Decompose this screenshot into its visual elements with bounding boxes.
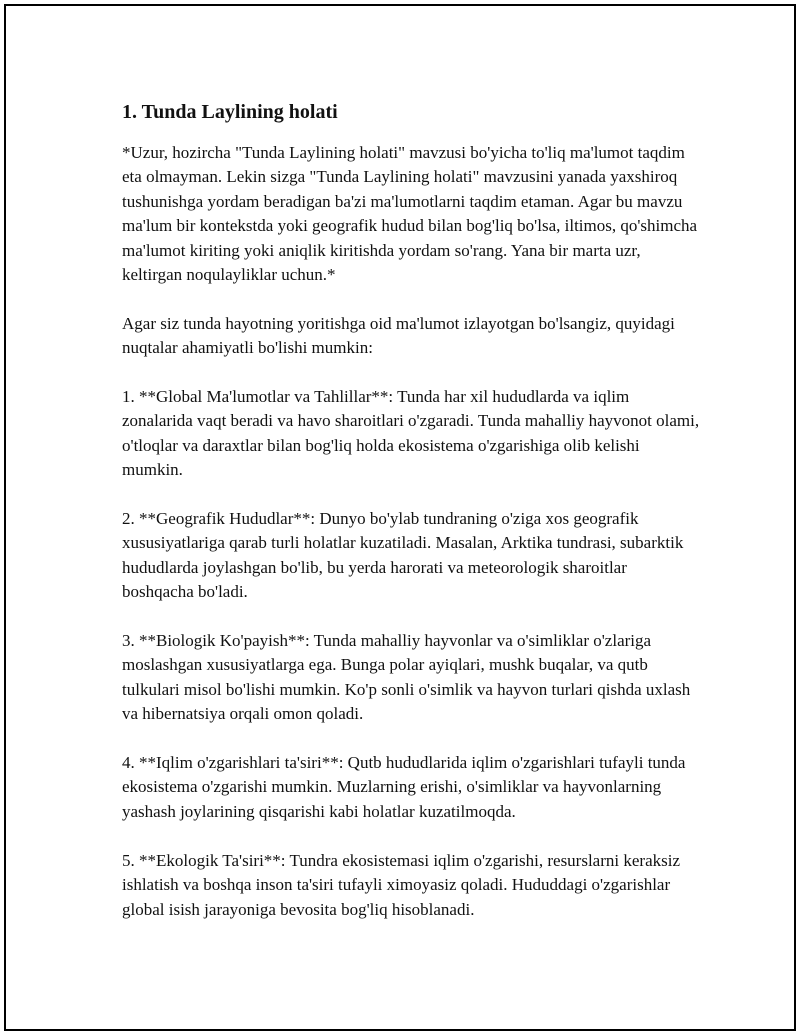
point-2-paragraph: 2. **Geografik Hududlar**: Dunyo bo'ylab tundraning o'ziga xos geografik xususiyatlariga qarab turli holatlar kuzatiladi. Masalan, Arktika tundrasi, subarktik hududlarda joylashgan bo'lib, bu yerda harorati va meteorologik sharoitlar boshqacha bo'ladi. <box>122 509 684 602</box>
page-frame <box>4 4 796 1031</box>
point-1-paragraph: 1. **Global Ma'lumotlar va Tahlillar**: Tunda har xil hududlarda va iqlim zonalarida vaqt beradi va havo sharoitlari o'zgaradi. Tunda mahalliy hayvonot olami, o'tloqlar va daraxtlar bilan bog'liq holda ekosistema o'zgarishiga olib kelishi mumkin. <box>122 387 700 480</box>
document-title: 1. Tunda Laylining holati <box>122 101 338 123</box>
point-4-paragraph: 4. **Iqlim o'zgarishlari ta'siri**: Qutb hududlarida iqlim o'zgarishlari tufayli tunda ekosistema o'zgarishi mumkin. Muzlarning erishi, o'simliklar va hayvonlarning yashash joylarining qisqarishi kabi holatlar kuzatilmoqda. <box>122 753 686 821</box>
intro-disclaimer-paragraph: *Uzur, hozircha "Tunda Laylining holati" mavzusi bo'yicha to'liq ma'lumot taqdim eta olmayman. Lekin sizga "Tunda Laylining holati" mavzusini yanada yaxshiroq tushunishga yordam beradigan ba'zi ma'lumotlarni taqdim etaman. Agar bu mavzu ma'lum bir kontekstda yoki geografik hudud bilan bog'liq bo'lsa, iltimos, qo'shimcha ma'lumot kiriting yoki aniqlik kiritishda yordam so'rang. Yana bir marta uzr, keltirgan noqulayliklar uchun.* <box>122 143 698 285</box>
point-5-paragraph: 5. **Ekologik Ta'siri**: Tundra ekosistemasi iqlim o'zgarishi, resurslarni keraksiz ishlatish va boshqa inson ta'siri tufayli ximoyasiz qoladi. Hududdagi o'zgarishlar global isish jarayoniga bevosita bog'liq hisoblanadi. <box>122 850 680 919</box>
lead-in-paragraph: Agar siz tunda hayotning yoritishga oid ma'lumot izlayotgan bo'lsangiz, quyidagi nuqtalar ahamiyatli bo'lishi mumkin: <box>122 313 675 358</box>
point-3-paragraph: 3. **Biologik Ko'payish**: Tunda mahalliy hayvonlar va o'simliklar o'zlariga moslashgan xususiyatlarga ega. Bunga polar ayiqlari, mushk buqalar, va qutb tulkulari misol bo'lishi mumkin. Ko'p sonli o'simlik va hayvon turlari qishda uxlash va hibernatsiya orqali omon qoladi. <box>122 631 691 724</box>
document-body <box>122 99 702 946</box>
